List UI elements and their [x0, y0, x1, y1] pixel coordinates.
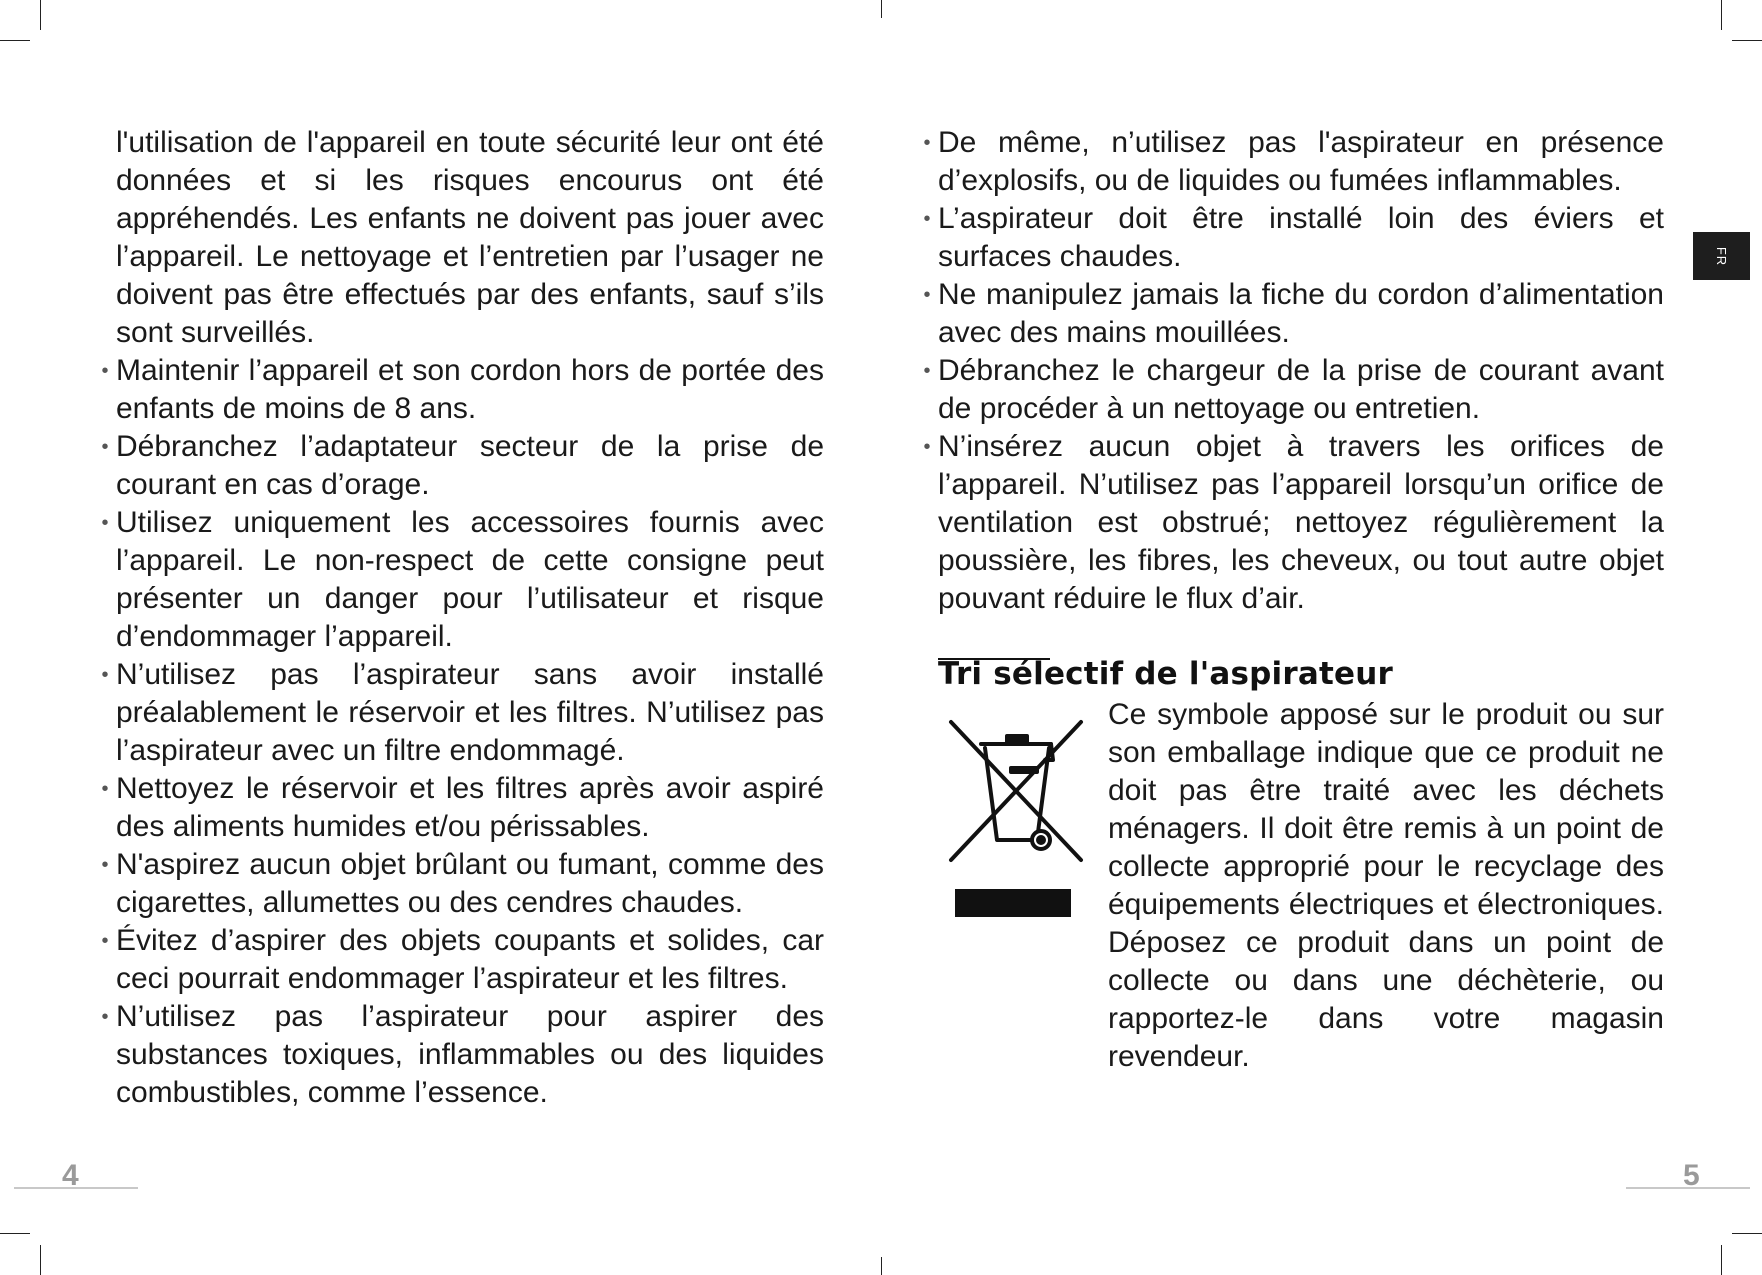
crop-mark: [0, 1233, 30, 1234]
bullet-icon: •: [101, 360, 109, 382]
right-column: [923, 124, 1664, 618]
weee-crossed-bin-icon: [945, 714, 1085, 924]
list-item-text: Évitez d’aspirer des objets coupants et solides, car ceci pourrait endommager l’aspirateur et les filtres.: [116, 924, 824, 995]
bullet-icon: •: [923, 132, 931, 154]
crop-mark: [1732, 40, 1762, 41]
list-item-text: Ne manipulez jamais la fiche du cordon d’alimentation avec des mains mouillées.: [938, 278, 1664, 349]
crop-mark: [0, 40, 30, 41]
language-tab-label: FR: [1714, 246, 1729, 266]
list-item-text: Nettoyez le réservoir et les filtres après avoir aspiré des aliments humides et/ou périssables.: [116, 772, 824, 843]
list-item: [101, 428, 824, 504]
bullet-icon: •: [923, 360, 931, 382]
list-item: [923, 200, 1664, 276]
list-item: [101, 352, 824, 428]
intro-paragraph: l'utilisation de l'appareil en toute sécurité leur ont été données et si les risques encourus ont été appréhendés. Les enfants ne doivent pas jouer avec l’appareil. Le nettoyage et l’entretien par l’usager ne doivent pas être effectués par des enfants, sauf s’ils sont surveillés.: [116, 126, 824, 349]
list-item-text: Débranchez l’adaptateur secteur de la prise de courant en cas d’orage.: [116, 430, 824, 501]
bullet-icon: •: [923, 436, 931, 458]
crop-mark: [881, 0, 882, 18]
list-item: [101, 656, 824, 770]
list-item-text: De même, n’utilisez pas l'aspirateur en présence d’explosifs, ou de liquides ou fumées inflammables.: [938, 126, 1664, 197]
bullet-icon: •: [101, 930, 109, 952]
bullet-icon: •: [101, 436, 109, 458]
bullet-icon: •: [101, 778, 109, 800]
bullet-icon: •: [923, 208, 931, 230]
list-item-text: Utilisez uniquement les accessoires fournis avec l’appareil. Le non-respect de cette consigne peut présenter un danger pour l’utilisateur et risque d’endommager l’appareil.: [116, 506, 824, 653]
list-item-text: L’aspirateur doit être installé loin des éviers et surfaces chaudes.: [938, 202, 1664, 273]
list-item: [923, 124, 1664, 200]
list-item-text: Débranchez le chargeur de la prise de courant avant de procéder à un nettoyage ou entretien.: [938, 354, 1664, 425]
bullet-icon: •: [101, 854, 109, 876]
list-item: [923, 352, 1664, 428]
section-title: Tri sélectif de l'aspirateur: [938, 656, 1393, 692]
list-item-text: N’utilisez pas l’aspirateur pour aspirer des substances toxiques, inflammables ou des liquides combustibles, comme l’essence.: [116, 1000, 824, 1109]
crop-mark: [1721, 0, 1722, 30]
list-item-text: Maintenir l’appareil et son cordon hors de portée des enfants de moins de 8 ans.: [116, 354, 824, 425]
list-item: [101, 998, 824, 1112]
list-item: [101, 922, 824, 998]
bullet-icon: •: [101, 664, 109, 686]
list-item-text: N’insérez aucun objet à travers les orifices de l’appareil. N’utilisez pas l’appareil lorsqu’un orifice de ventilation est obstrué; nettoyez régulièrement la poussière, les fibres, les cheveux, ou tout autre objet pouvant réduire le flux d’air.: [938, 430, 1664, 615]
list-item: [101, 770, 824, 846]
crop-mark: [1721, 1245, 1722, 1275]
crop-mark: [40, 1245, 41, 1275]
list-item: [923, 428, 1664, 618]
crop-mark: [881, 1257, 882, 1275]
bullet-icon: •: [923, 284, 931, 306]
crop-mark: [1732, 1233, 1762, 1234]
bullet-icon: •: [101, 1006, 109, 1028]
page-number-right: 5: [1683, 1159, 1700, 1192]
language-tab: [1693, 232, 1750, 280]
bullet-icon: •: [101, 512, 109, 534]
list-item: [101, 504, 824, 656]
list-item-text: N'aspirez aucun objet brûlant ou fumant, comme des cigarettes, allumettes ou des cendres chaudes.: [116, 848, 824, 919]
left-column: [101, 124, 824, 1112]
list-item-text: N’utilisez pas l’aspirateur sans avoir installé préalablement le réservoir et les filtres. N’utilisez pas l’aspirateur avec un filtre endommagé.: [116, 658, 824, 767]
recycling-text: Ce symbole apposé sur le produit ou sur son emballage indique que ce produit ne doit pas être traité avec les déchets ménagers. Il doit être remis à un point de collecte approprié pour le recyclage des équipements électriques et électroniques. Déposez ce produit dans un point de collecte ou dans une déchèterie, ou rapportez-le dans votre magasin revendeur.: [1108, 698, 1664, 1073]
list-item: [923, 276, 1664, 352]
crop-mark: [40, 0, 41, 30]
page-number-left: 4: [62, 1159, 79, 1192]
list-item: [101, 846, 824, 922]
